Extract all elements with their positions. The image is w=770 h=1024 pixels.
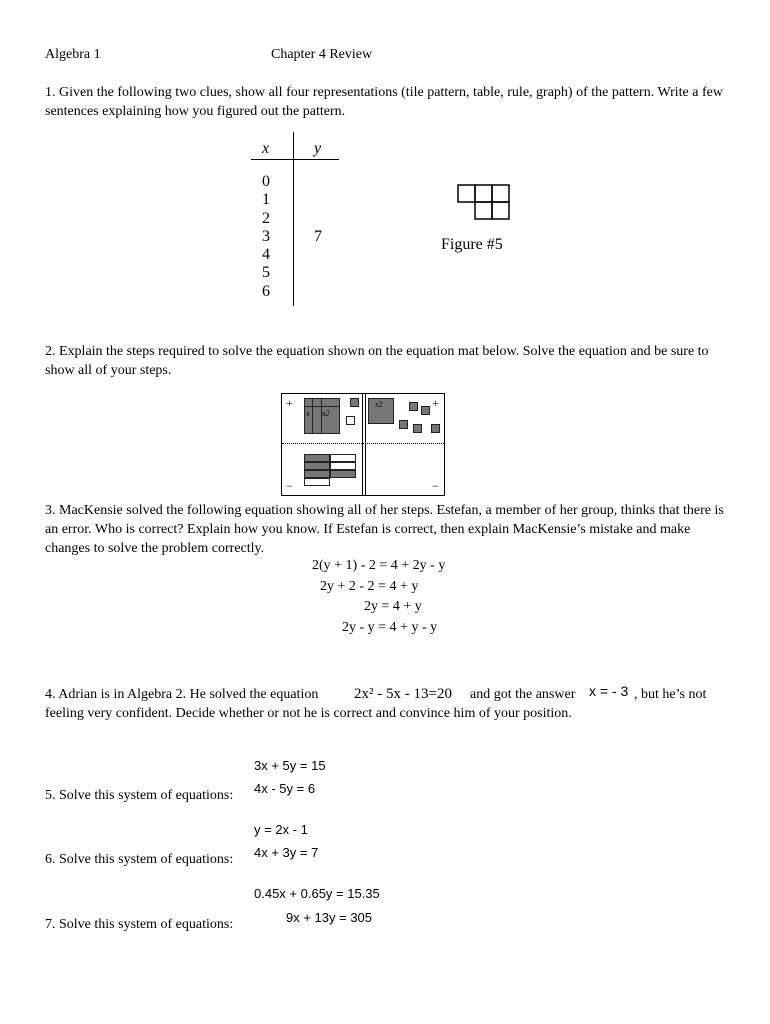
mat-minus-left: − [286,479,293,493]
x-value: 0 [262,173,270,190]
mat-dotted-line [282,443,444,444]
tile [492,185,509,202]
question-4-text-a: 4. Adrian is in Algebra 2. He solved the equation [45,687,319,702]
equation-mat [281,393,445,496]
question-4-text-c: , but he’s not [634,687,707,702]
x-tile [304,470,330,478]
question-4-answer: x = - 3 [589,683,629,699]
question-1-text: 1. Given the following two clues, show all four representations (tile pattern, table, rule, graph) of the pattern. Write a few sentences explaining how you figured out the pattern. [45,85,723,119]
y-value-at-3: 7 [314,228,322,245]
x2-label: x2 [375,400,383,409]
x-value: 3 [262,227,270,245]
x-value: 2 [262,209,270,227]
unit-tile [399,420,408,429]
step-4: 2y - y = 4 + y - y [342,620,438,635]
negative-unit-tile [346,416,355,425]
x-tile [313,398,322,434]
figure-label: Figure #5 [441,236,503,253]
question-4-equation: 2x² - 5x - 13=20 [354,686,452,702]
q6-equation-1: y = 2x - 1 [254,822,308,837]
y-column-header: y [314,140,322,157]
q5-equation-1: 3x + 5y = 15 [254,758,326,773]
x-value: 4 [262,246,270,264]
x-value: 6 [262,282,270,300]
x-tile [304,454,330,462]
question-4-text-d: feeling very confident. Decide whether or not he is correct and convince him of your position. [45,706,572,721]
q5-equation-2: 4x - 5y = 6 [254,781,316,796]
question-7-label: 7. Solve this system of equations: [45,917,234,932]
unit-tile [431,424,440,433]
question-6-label: 6. Solve this system of equations: [45,852,234,867]
q6-equation-2: 4x + 3y = 7 [254,845,319,860]
question-4-text-b: and got the answer [470,687,576,702]
x-values-column [262,173,270,301]
tile [475,185,492,202]
table-horizontal-divider [251,159,339,160]
step-1: 2(y + 1) - 2 = 4 + 2y - y [312,558,446,573]
unit-tile [350,398,359,407]
mat-plus-left: + [286,396,293,410]
step-3: 2y = 4 + y [364,599,422,614]
tile [492,202,509,219]
x-label: x [306,409,310,418]
tile [475,202,492,219]
unit-tile [421,406,430,415]
question-5-label: 5. Solve this system of equations: [45,788,234,803]
x-tile [330,470,356,478]
negative-x-tile [330,454,356,462]
unit-tile [409,402,418,411]
x-tile [304,462,330,470]
q7-equation-1: 0.45x + 0.65y = 15.35 [254,886,380,901]
q7-equation-2: 9x + 13y = 305 [286,910,373,925]
question-2-text: 2. Explain the steps required to solve the equation shown on the equation mat below. Solve the equation and be sure to show all of your steps. [45,344,709,378]
unit-tile [413,424,422,433]
tile [458,185,475,202]
x2-label: x2 [322,409,330,418]
mat-plus-right: + [432,396,439,410]
x-value: 1 [262,191,270,209]
course-name: Algebra 1 [45,47,101,62]
negative-x-tile [330,462,356,470]
mat-minus-right: − [432,479,439,493]
step-2: 2y + 2 - 2 = 4 + y [320,579,419,594]
mat-divider [365,394,366,495]
question-3-text: 3. MacKensie solved the following equation showing all of her steps. Estefan, a member of her group, thinks that there is an error. Who is correct? Explain how you know. If Estefan is correct, then explain MacKensie’s mistake and make changes to solve the problem correctly. [45,503,724,556]
negative-x-tile [304,478,330,486]
x-value: 5 [262,264,270,282]
x-column-header: x [262,140,270,157]
page-title: Chapter 4 Review [271,47,373,62]
mat-divider [362,394,363,495]
tile-pattern-figure [456,183,512,223]
